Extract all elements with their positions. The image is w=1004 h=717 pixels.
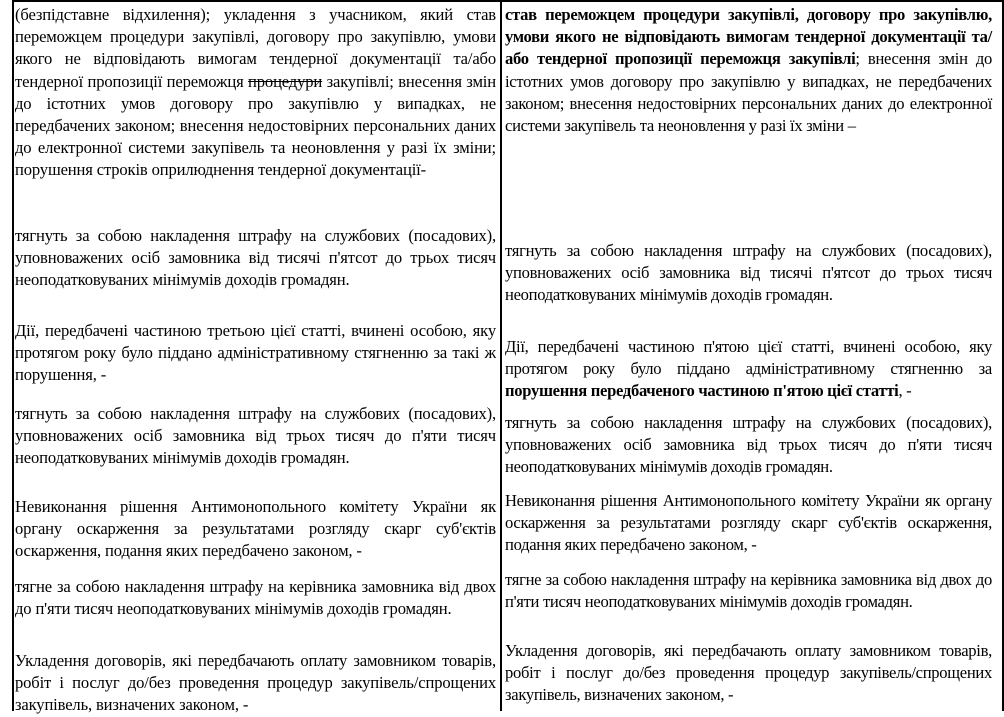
right-p3-text-end: , - [898,381,912,401]
right-p3-text: Дії, передбачені частиною п'ятою цієї статті, вчинені особою, яку протягом року було піддано адміністративному стягненню за [505,337,992,379]
left-paragraph-7: Укладення договорів, які передбачають оплату замовником товарів, робіт і послуг до/без проведення процедур закупівель/спрощених закупівель, визначених законом, - [15,651,496,715]
left-paragraph-3: Дії, передбачені частиною третьою цієї статті, вчинені особою, яку протягом року було піддано адміністративному стягненню за такі ж порушення, - [15,321,496,385]
right-paragraph-5: Невиконання рішення Антимонопольного комітету України як органу оскарження за результатами розгляду скарг суб'єктів оскарження, подання яких передбачено законом, - [505,491,992,555]
right-paragraph-3 [505,336,992,403]
right-paragraph-4: тягнуть за собою накладення штрафу на службових (посадових), уповноважених осіб замовника від трьох тисяч до п'яти тисяч неоподатковуваних мінімумів доходів громадян. [505,413,992,477]
left-paragraph-1 [15,4,496,182]
left-paragraph-4: тягнуть за собою накладення штрафу на службових (посадових), уповноважених осіб замовника від трьох тисяч до п'яти тисяч неоподатковуваних мінімумів доходів громадян. [15,404,496,468]
right-paragraph-1 [505,4,992,137]
right-p1-text: ; внесення змін до істотних умов договору про закупівлю у випадках, не передбачених законом; внесення недостовірних персональних даних до електронної системи закупівель та неоновлення у разі їх зміни – [505,49,992,136]
table-left-border [12,0,14,711]
left-p1-struck-word: процедури [248,71,323,91]
left-paragraph-6: тягне за собою накладення штрафу на керівника замовника від двох до п'яти тисяч неоподатковуваних мінімумів доходів громадян. [15,577,496,619]
column-divider [500,0,502,711]
right-paragraph-2: тягнуть за собою накладення штрафу на службових (посадових), уповноважених осіб замовника від тисячі п'ятсот до трьох тисяч неоподатковуваних мінімумів доходів громадян. [505,241,992,305]
table-top-border [12,0,1004,2]
right-paragraph-7: Укладення договорів, які передбачають оплату замовником товарів, робіт і послуг до/без проведення процедур закупівель/спрощених закупівель, визначених законом, - [505,641,992,705]
left-paragraph-5: Невиконання рішення Антимонопольного комітету України як органу оскарження за результатами розгляду скарг суб'єктів оскарження, подання яких передбачено законом, - [15,497,496,561]
left-p1-text: (безпідставне відхилення); укладення з учасником, який став переможцем процедури закупівлі, договору про закупівлю, умови якого не відповідають вимогам тендерної документації та/або тендерної пропозиції переможця [15,5,496,91]
left-paragraph-2: тягнуть за собою накладення штрафу на службових (посадових), уповноважених осіб замовника від тисячі п'ятсот до трьох тисяч неоподатковуваних мінімумів доходів громадян. [15,226,496,290]
right-p3-bold-text: порушення передбаченого частиною п'ятою цієї статті [505,381,899,401]
right-paragraph-6: тягне за собою накладення штрафу на керівника замовника від двох до п'яти тисяч неоподатковуваних мінімумів доходів громадян. [505,570,992,612]
right-p1-bold-text: став переможцем процедури закупівлі, договору про закупівлю, умови якого не відповідають вимогам тендерної документації та/або тендерної пропозиції переможця закупівлі [505,5,992,69]
left-p1-text-cont: закупівлі; внесення змін до істотних умов договору про закупівлю у випадках, не передбачених законом; внесення недостовірних персональних даних до електронної системи закупівель та неоновлення у разі їх зміни; порушення строків оприлюднення тендерної документації- [15,71,496,180]
